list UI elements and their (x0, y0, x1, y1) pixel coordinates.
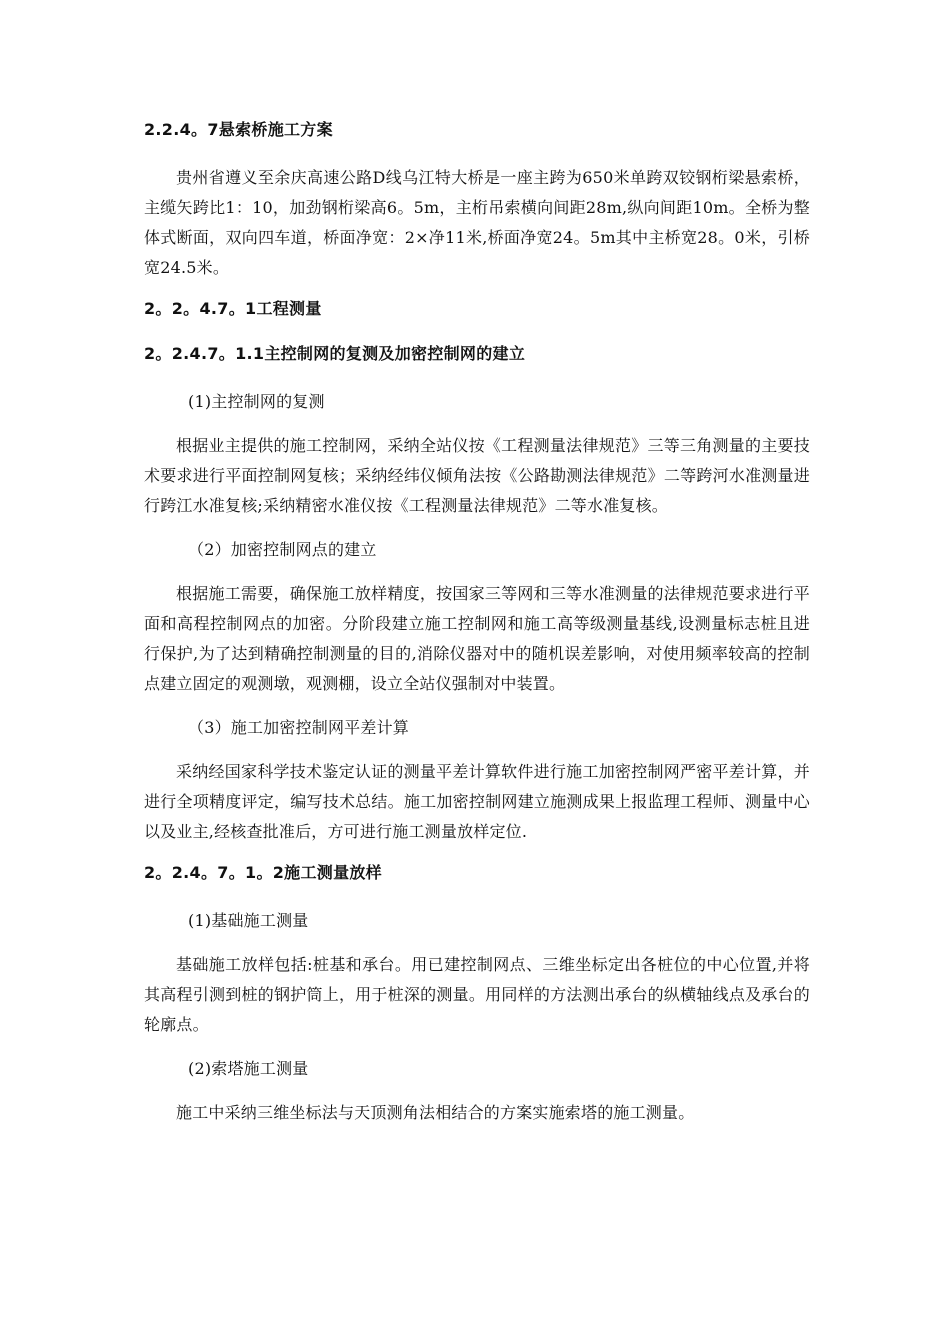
paragraph: 根据施工需要，确保施工放样精度，按国家三等网和三等水准测量的法律规范要求进行平面和高程控制网点的加密。分阶段建立施工控制网和施工高等级测量基线,设测量标志桩且进行保护,为了达到精确控制测量的目的,消除仪器对中的随机误差影响，对使用频率较高的控制点建立固定的观测墩，观测棚，设立全站仪强制对中装置。 (144, 584, 810, 693)
subsection-label: (2)索塔施工测量 (188, 1059, 309, 1078)
paragraph: 施工中采纳三维坐标法与天顶测角法相结合的方案实施索塔的施工测量。 (176, 1103, 695, 1122)
subsection-label: （2）加密控制网点的建立 (188, 540, 377, 559)
section-heading: 2。2。4.7。1工程测量 (144, 299, 322, 318)
paragraph: 贵州省遵义至余庆高速公路D线乌江特大桥是一座主跨为650米单跨双铰钢桁梁悬索桥，主缆矢跨比1：10，加劲钢桁梁高6。5m，主桁吊索横向间距28m,纵向间距10m。全桥为整体式断面，双向四车道，桥面净宽：2×净11米,桥面净宽24。5m其中主桥宽28。0米，引桥宽24.5米。 (144, 168, 810, 277)
paragraph: 采纳经国家科学技术鉴定认证的测量平差计算软件进行施工加密控制网严密平差计算，并进行全项精度评定，编写技术总结。施工加密控制网建立施测成果上报监理工程师、测量中心以及业主,经核查批准后，方可进行施工测量放样定位. (144, 762, 810, 841)
section-heading: 2。2.4.7。1.1主控制网的复测及加密控制网的建立 (144, 344, 526, 363)
document-page (144, 118, 810, 1142)
paragraph: 基础施工放样包括:桩基和承台。用已建控制网点、三维坐标定出各桩位的中心位置,并将其高程引测到桩的钢护筒上，用于桩深的测量。用同样的方法测出承台的纵横轴线点及承台的轮廓点。 (144, 955, 810, 1034)
paragraph: 根据业主提供的施工控制网，采纳全站仪按《工程测量法律规范》三等三角测量的主要技术要求进行平面控制网复核；采纳经纬仪倾角法按《公路勘测法律规范》二等跨河水准测量进行跨江水准复核;采纳精密水准仪按《工程测量法律规范》二等水准复核。 (144, 436, 810, 515)
subsection-label: (1)基础施工测量 (188, 911, 309, 930)
section-heading: 2。2.4。7。1。2施工测量放样 (144, 863, 382, 882)
subsection-label: （3）施工加密控制网平差计算 (188, 718, 409, 737)
section-heading: 2.2.4。7悬索桥施工方案 (144, 120, 333, 139)
subsection-label: (1)主控制网的复测 (188, 392, 325, 411)
